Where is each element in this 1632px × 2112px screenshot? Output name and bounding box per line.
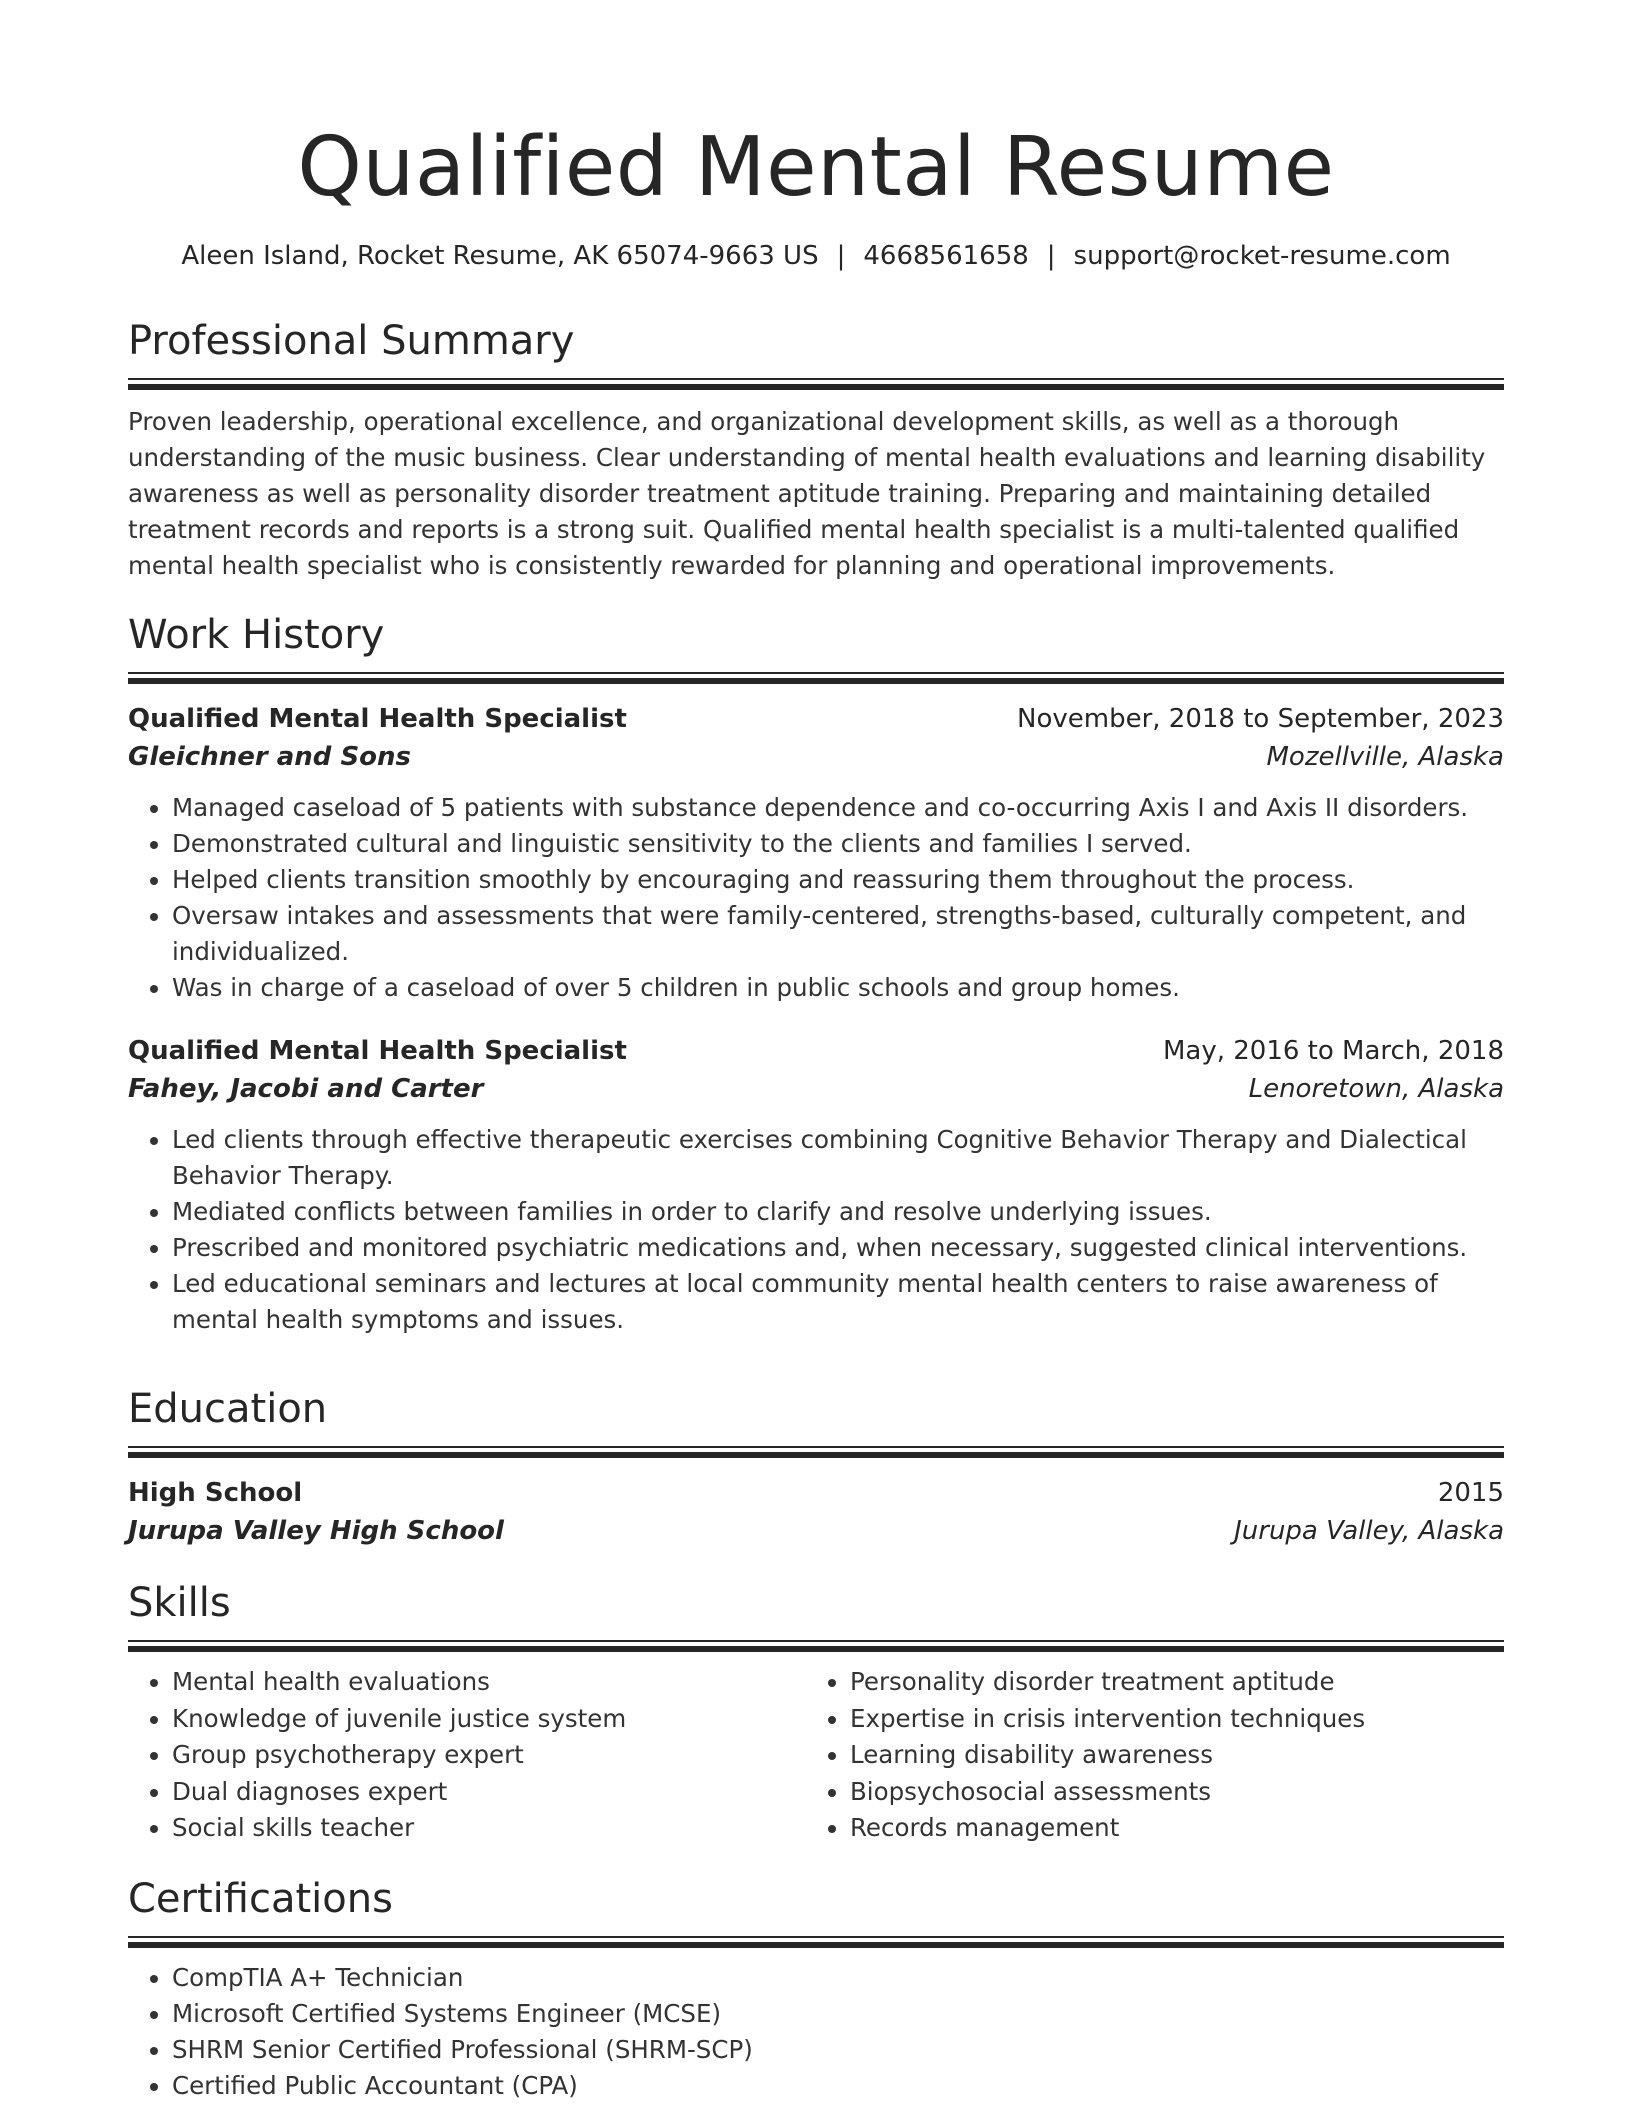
skills-columns xyxy=(128,1664,1504,1847)
education-degree: High School xyxy=(128,1478,303,1508)
work-history-section xyxy=(128,610,1504,1338)
job-entry xyxy=(128,700,1504,1006)
certification-item: • Certified Public Accountant (CPA) xyxy=(172,2068,1504,2104)
summary-text: Proven leadership, operational excellence, and organizational development skills, as well as a thorough understanding of the music business. Clear understanding of mental health evaluations and learning disability awareness as well as personality disorder treatment aptitude training. Preparing and maintaining detailed treatment records and reports is a strong suit. Qualified mental health specialist is a multi-talented qualified mental health specialist who is consistently rewarded for planning and operational improvements. xyxy=(128,407,1486,580)
skills-section xyxy=(128,1578,1504,1847)
contact-email: support@rocket-resume.com xyxy=(1073,241,1451,271)
section-heading-summary: Professional Summary xyxy=(128,318,575,364)
education-year: 2015 xyxy=(1437,1478,1504,1508)
section-heading-education: Education xyxy=(128,1386,328,1432)
job-bullets xyxy=(128,1122,1504,1338)
section-divider xyxy=(128,1640,1504,1652)
job-subheader xyxy=(128,1070,1504,1108)
skill-item: • Group psychotherapy expert xyxy=(172,1737,806,1774)
skill-item: • Biopsychosocial assessments xyxy=(850,1774,1484,1811)
job-bullet: • Led educational seminars and lectures at local community mental health centers to raise awareness of mental health symptoms and issues. xyxy=(172,1266,1504,1338)
job-bullet: • Led clients through effective therapeutic exercises combining Cognitive Behavior Therapy and Dialectical Behavior Therapy. xyxy=(172,1122,1504,1194)
education-subheader xyxy=(128,1512,1504,1550)
contact-line xyxy=(128,238,1504,274)
section-divider xyxy=(128,672,1504,684)
section-heading-work: Work History xyxy=(128,612,385,658)
certifications-section xyxy=(128,1874,1504,2104)
job-header xyxy=(128,700,1504,738)
job-title: Qualified Mental Health Specialist xyxy=(128,1036,627,1066)
section-divider xyxy=(128,1936,1504,1948)
skills-list-right xyxy=(806,1664,1484,1847)
section-heading-skills: Skills xyxy=(128,1580,231,1626)
contact-phone: 4668561658 xyxy=(863,241,1029,271)
job-dates: May, 2016 to March, 2018 xyxy=(1162,1036,1504,1066)
contact-address: Aleen Island, Rocket Resume, AK 65074-9663 US xyxy=(181,241,819,271)
certification-item: • SHRM Senior Certified Professional (SHRM-SCP) xyxy=(172,2032,1504,2068)
job-location: Lenoretown, Alaska xyxy=(1248,1074,1504,1104)
job-dates: November, 2018 to September, 2023 xyxy=(1017,704,1504,734)
job-title: Qualified Mental Health Specialist xyxy=(128,704,627,734)
certifications-list xyxy=(128,1960,1504,2104)
contact-separator: | xyxy=(836,241,846,271)
section-divider xyxy=(128,1446,1504,1458)
education-school: Jurupa Valley High School xyxy=(128,1516,504,1546)
education-section xyxy=(128,1384,1504,1550)
resume-title: Qualified Mental Resume xyxy=(297,120,1335,215)
job-location: Mozellville, Alaska xyxy=(1266,742,1504,772)
skill-item: • Dual diagnoses expert xyxy=(172,1774,806,1811)
job-entry xyxy=(128,1032,1504,1338)
skill-item: • Learning disability awareness xyxy=(850,1737,1484,1774)
job-bullet: • Was in charge of a caseload of over 5 children in public schools and group homes. xyxy=(172,970,1504,1006)
skills-list-left xyxy=(128,1664,806,1847)
job-bullet: • Mediated conflicts between families in order to clarify and resolve underlying issues. xyxy=(172,1194,1504,1230)
skill-item: • Social skills teacher xyxy=(172,1810,806,1847)
skill-item: • Records management xyxy=(850,1810,1484,1847)
education-entry xyxy=(128,1474,1504,1550)
skill-item: • Mental health evaluations xyxy=(172,1664,806,1701)
job-company: Fahey, Jacobi and Carter xyxy=(128,1074,484,1104)
job-bullet: • Demonstrated cultural and linguistic sensitivity to the clients and families I served. xyxy=(172,826,1504,862)
summary-section xyxy=(128,316,1504,584)
skill-item: • Knowledge of juvenile justice system xyxy=(172,1701,806,1738)
contact-separator: | xyxy=(1046,241,1056,271)
skill-item: • Expertise in crisis intervention techniques xyxy=(850,1701,1484,1738)
certification-item: • Microsoft Certified Systems Engineer (MCSE) xyxy=(172,1996,1504,2032)
skill-item: • Personality disorder treatment aptitude xyxy=(850,1664,1484,1701)
job-company: Gleichner and Sons xyxy=(128,742,412,772)
job-bullets xyxy=(128,790,1504,1006)
job-bullet: • Prescribed and monitored psychiatric medications and, when necessary, suggested clinical interventions. xyxy=(172,1230,1504,1266)
job-bullet: • Managed caseload of 5 patients with substance dependence and co-occurring Axis I and Axis II disorders. xyxy=(172,790,1504,826)
education-header xyxy=(128,1474,1504,1512)
certification-item: • CompTIA A+ Technician xyxy=(172,1960,1504,1996)
job-subheader xyxy=(128,738,1504,776)
education-location: Jurupa Valley, Alaska xyxy=(1234,1516,1504,1546)
job-header xyxy=(128,1032,1504,1070)
job-bullet: • Oversaw intakes and assessments that were family-centered, strengths-based, culturally competent, and individualized. xyxy=(172,898,1504,970)
section-heading-certifications: Certifications xyxy=(128,1876,393,1922)
section-divider xyxy=(128,378,1504,390)
job-bullet: • Helped clients transition smoothly by encouraging and reassuring them throughout the process. xyxy=(172,862,1504,898)
